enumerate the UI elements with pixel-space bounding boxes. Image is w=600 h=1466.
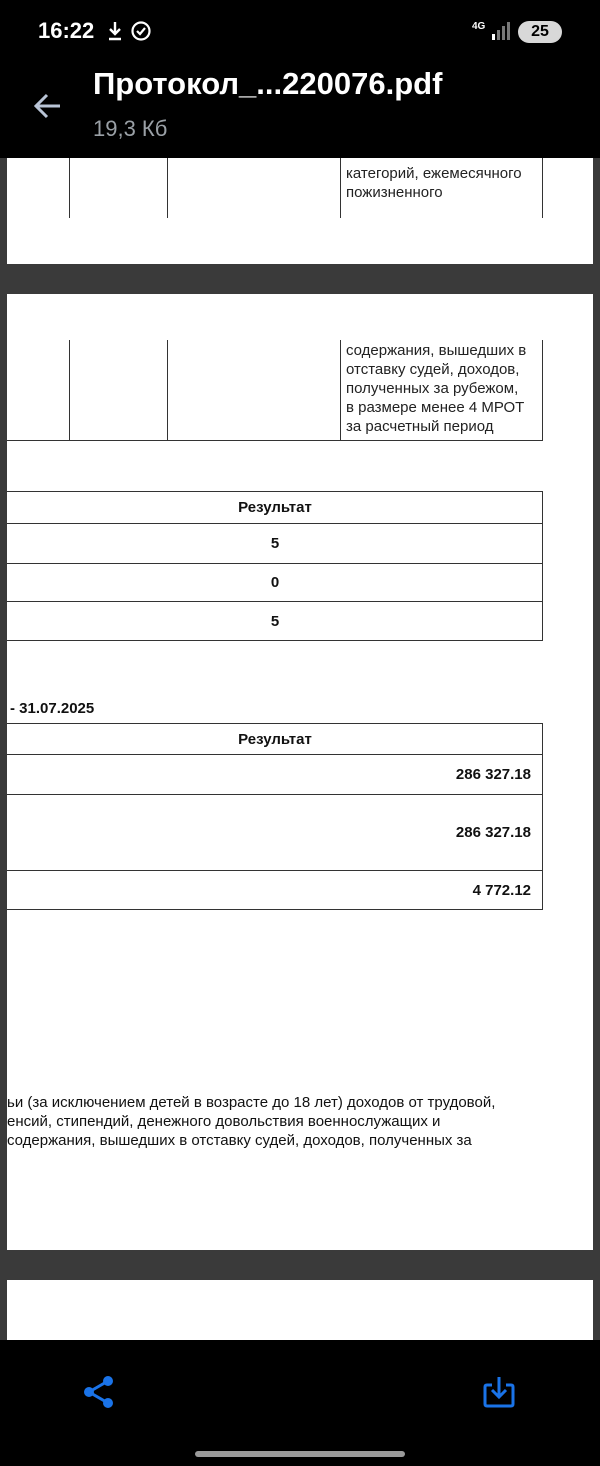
- battery-indicator: 25: [518, 21, 562, 43]
- period-label: - 31.07.2025: [10, 700, 95, 717]
- cell-text-line: категорий, ежемесячного: [346, 165, 522, 182]
- pdf-page-3: [7, 1280, 593, 1340]
- table1-header: Результат: [238, 499, 312, 516]
- cell-text-line: за расчетный период: [346, 418, 494, 435]
- cell-text-line: в размере менее 4 МРОТ: [346, 399, 525, 416]
- home-indicator[interactable]: [195, 1451, 405, 1457]
- paragraph-line: енсий, стипендий, денежного довольствия военнослужащих и: [7, 1113, 441, 1130]
- table1-value: 5: [270, 535, 280, 552]
- cell-text-line: полученных за рубежом,: [346, 380, 519, 397]
- table2-value: 286 327.18: [455, 824, 531, 841]
- cell-text-line: содержания, вышедших в: [346, 342, 527, 359]
- paragraph-line: содержания, вышедших в отставку судей, доходов, полученных за: [7, 1132, 472, 1149]
- pdf-page-1: [7, 158, 593, 264]
- file-title: Протокол_...220076.pdf: [93, 66, 443, 101]
- save-download-button[interactable]: [480, 1373, 518, 1411]
- back-arrow-icon: [30, 88, 66, 124]
- download-icon: [480, 1373, 518, 1411]
- file-size: 19,3 Кб: [93, 116, 168, 141]
- paragraph-line: ьи (за исключением детей в возрасте до 18 лет) доходов от трудовой,: [7, 1094, 496, 1111]
- share-button[interactable]: [80, 1373, 118, 1411]
- pdf-viewer[interactable]: [0, 158, 600, 1340]
- signal-icon: [491, 22, 511, 45]
- status-time: 16:22: [38, 18, 95, 43]
- table2-value: 286 327.18: [455, 766, 531, 783]
- network-type-icon: 4G: [472, 21, 486, 32]
- back-button[interactable]: [30, 88, 66, 124]
- table1-value: 0: [270, 574, 280, 591]
- table1-value: 5: [270, 613, 280, 630]
- pdf-page-2: [7, 294, 593, 1250]
- check-circle-status-icon: [130, 20, 152, 47]
- table2-value: 4 772.12: [472, 882, 531, 899]
- table2-header: Результат: [238, 731, 312, 748]
- cell-text-line: пожизненного: [346, 184, 443, 201]
- share-icon: [80, 1373, 118, 1411]
- cell-text-line: отставку судей, доходов,: [346, 361, 520, 378]
- download-status-icon: [106, 20, 124, 47]
